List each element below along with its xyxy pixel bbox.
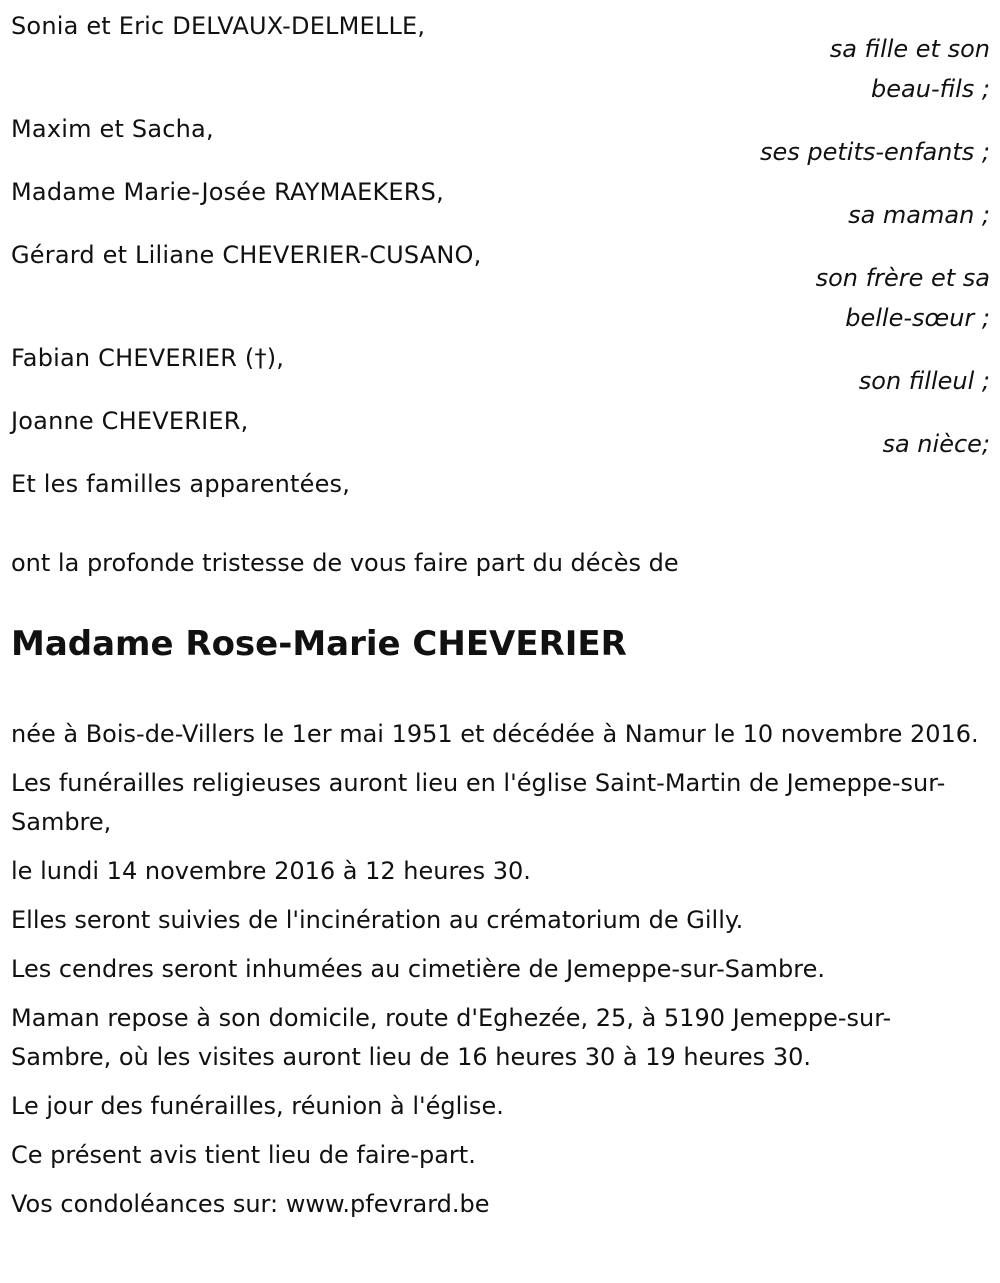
family-relation-sonia-eric-line1: sa fille et son [829, 35, 990, 63]
family-name-joanne: Joanne CHEVERIER, [11, 407, 249, 435]
funeral-details [11, 715, 986, 1234]
family-relation-marie-josee: sa maman ; [848, 201, 990, 229]
family-relation-gerard-liliane-line1: son frère et sa [815, 264, 990, 292]
family-name-related-families: Et les familles apparentées, [11, 470, 351, 498]
detail-meeting: Le jour des funérailles, réunion à l'église. [11, 1092, 504, 1120]
detail-date-time: le lundi 14 novembre 2016 à 12 heures 30. [11, 857, 531, 885]
family-relation-fabian: son filleul ; [858, 367, 990, 395]
family-relation-gerard-liliane-line2: belle-sœur ; [845, 304, 990, 332]
family-relation-sonia-eric-line2: beau-fils ; [871, 75, 990, 103]
detail-ashes: Les cendres seront inhumées au cimetière de Jemeppe-sur-Sambre. [11, 955, 826, 983]
detail-visits: Maman repose à son domicile, route d'Eghezée, 25, à 5190 Jemeppe-sur-Sambre, où les visites auront lieu de 16 heures 30 à 19 heures 30. [11, 1004, 892, 1071]
family-name-sonia-eric: Sonia et Eric DELVAUX-DELMELLE, [11, 12, 426, 40]
family-name-fabian: Fabian CHEVERIER (†), [11, 344, 285, 372]
deceased-name: Madame Rose-Marie CHEVERIER [11, 624, 627, 664]
detail-notice: Ce présent avis tient lieu de faire-part. [11, 1141, 476, 1169]
family-relation-maxim-sacha: ses petits-enfants ; [759, 138, 990, 166]
announcement-intro: ont la profonde tristesse de vous faire part du décès de [11, 549, 679, 577]
detail-cremation: Elles seront suivies de l'incinération au crématorium de Gilly. [11, 906, 744, 934]
family-name-marie-josee: Madame Marie-Josée RAYMAEKERS, [11, 178, 444, 206]
family-name-gerard-liliane: Gérard et Liliane CHEVERIER-CUSANO, [11, 241, 482, 269]
family-name-maxim-sacha: Maxim et Sacha, [11, 115, 214, 143]
detail-birth-death: née à Bois-de-Villers le 1er mai 1951 et décédée à Namur le 10 novembre 2016. [11, 720, 979, 748]
family-relation-joanne: sa nièce; [882, 430, 990, 458]
detail-condolences: Vos condoléances sur: www.pfevrard.be [11, 1190, 490, 1218]
detail-church: Les funérailles religieuses auront lieu en l'église Saint-Martin de Jemeppe-sur-Sambre, [11, 769, 946, 836]
